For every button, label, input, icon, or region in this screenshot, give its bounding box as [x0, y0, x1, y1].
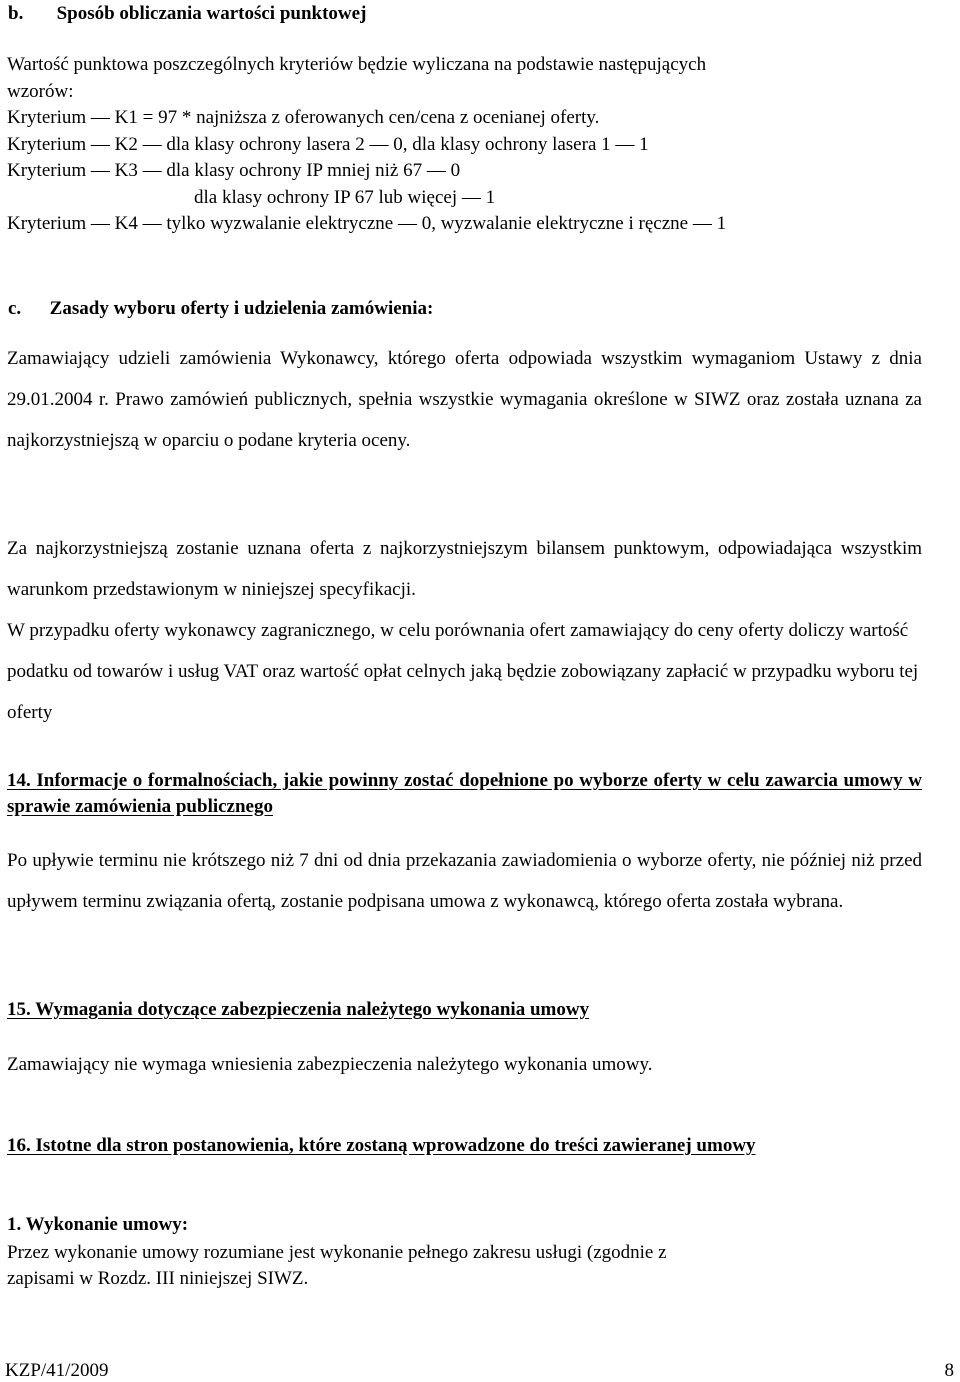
section-16-heading: 16. Istotne dla stron postanowienia, które zostaną wprowadzone do treści zawieranej umowy: [7, 1135, 756, 1156]
footer-page-number: 8: [944, 1360, 954, 1381]
section-16-line-1: Przez wykonanie umowy rozumiane jest wykonanie pełnego zakresu usługi (zgodnie z: [7, 1242, 667, 1263]
formula-line-k3-cont: dla klasy ochrony IP 67 lub więcej — 1: [194, 186, 496, 208]
section-c-paragraph-2: Za najkorzystniejszą zostanie uznana oferta z najkorzystniejszym bilansem punktowym, odpowiadająca wszystkim warunkom przedstawionym w niniejszej specyfikacji.: [7, 538, 922, 600]
formula-line-1: Wartość punktowa poszczególnych kryteriów będzie wyliczana na podstawie następujących: [7, 54, 707, 75]
section-16-subheading: 1. Wykonanie umowy:: [7, 1214, 189, 1235]
formula-line-k4: Kryterium — K4 — tylko wyzwalanie elektryczne — 0, wyzwalanie elektryczne i ręczne — 1: [7, 213, 727, 234]
section-14-paragraph: Po upływie terminu nie krótszego niż 7 dni od dnia przekazania zawiadomienia o wyborze oferty, nie później niż przed upływem terminu związania ofertą, zostanie podpisana umowa z wykonawcą, którego oferta została wybrana.: [7, 850, 922, 912]
formula-line-k2: Kryterium — K2 — dla klasy ochrony lasera 2 — 0, dla klasy ochrony lasera 1 — 1: [7, 133, 649, 155]
section-b-formula-text: [7, 52, 922, 238]
section-c-heading: c. Zasady wyboru oferty i udzielenia zamówienia:: [8, 298, 434, 319]
formula-line-2: wzorów:: [7, 80, 74, 102]
footer-document-id: KZP/41/2009: [5, 1360, 109, 1381]
section-15-heading: 15. Wymagania dotyczące zabezpieczenia należytego wykonania umowy: [7, 999, 590, 1020]
formula-line-k3: Kryterium — K3 — dla klasy ochrony IP mniej niż 67 — 0: [7, 160, 461, 181]
section-b-heading: b. Sposób obliczania wartości punktowej: [8, 3, 367, 24]
section-c-paragraph-1: Zamawiający udzieli zamówienia Wykonawcy, którego oferta odpowiada wszystkim wymaganiom Ustawy z dnia 29.01.2004 r. Prawo zamówień publicznych, spełnia wszystkie wymagania określone w SIWZ oraz została uznana za najkorzystniejszą w oparciu o podane kryteria oceny.: [7, 348, 922, 451]
formula-line-k1: Kryterium — K1 = 97 * najniższa z oferowanych cen/cena z ocenianej oferty.: [7, 107, 600, 128]
section-15-paragraph: Zamawiający nie wymaga wniesienia zabezpieczenia należytego wykonania umowy.: [7, 1054, 653, 1075]
section-16-line-2: zapisami w Rozdz. III niniejszej SIWZ.: [7, 1268, 309, 1289]
section-14-heading: 14. Informacje o formalnościach, jakie powinny zostać dopełnione po wyborze oferty w celu zawarcia umowy w sprawie zamówienia publicznego: [7, 770, 922, 817]
section-c-paragraph-3: W przypadku oferty wykonawcy zagranicznego, w celu porównania ofert zamawiający do ceny oferty doliczy wartość podatku od towarów i usług VAT oraz wartość opłat celnych jaką będzie zobowiązany zapłacić w przypadku wyboru tej oferty: [7, 620, 919, 723]
section-16-text: [7, 1240, 922, 1292]
